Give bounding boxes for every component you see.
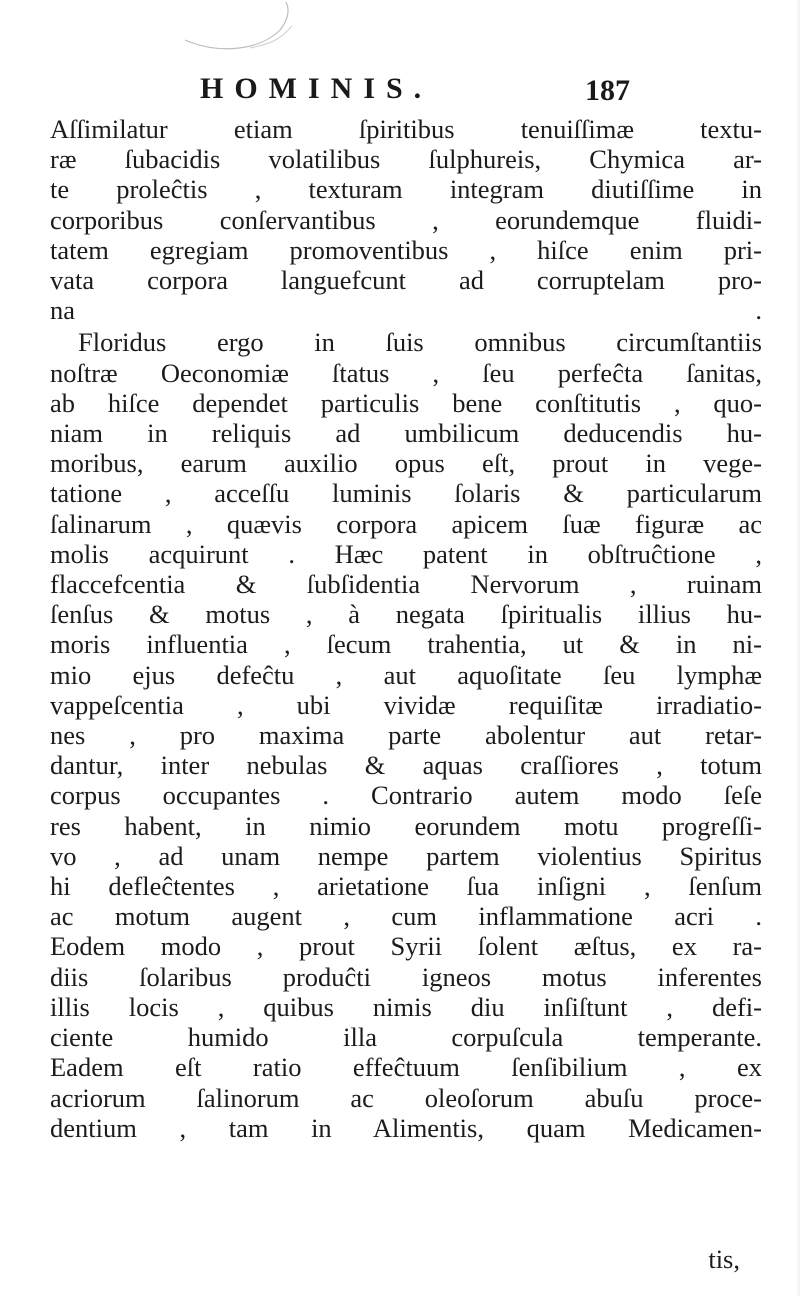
text-line: Eadem eſt ratio effeĉtuum ſenſibilium , ex bbox=[50, 1052, 762, 1083]
pen-scribble-mark bbox=[180, 0, 300, 60]
text-line: ciente humido illa corpuſcula temperante. bbox=[50, 1022, 762, 1053]
text-line: tatione , acceſſu luminis ſolaris & particularum bbox=[50, 478, 762, 509]
text-line: Eodem modo , prout Syrii ſolent æſtus, ex ra- bbox=[50, 931, 762, 962]
text-line: ab hiſce dependet particulis bene conſtitutis , quo- bbox=[50, 387, 762, 418]
text-line: flaccefcentia & ſubſidentia Nervorum , ruinam bbox=[50, 569, 762, 600]
text-line: mio ejus defeĉtu , aut aquoſitate ſeu lymphæ bbox=[50, 659, 762, 690]
text-line: acriorum ſalinorum ac oleoſorum abuſu proce- bbox=[50, 1082, 762, 1113]
page-number: 187 bbox=[585, 74, 630, 107]
text-line: na . bbox=[50, 295, 762, 326]
text-line: ræ ſubacidis volatilibus ſulphureis, Chymica ar- bbox=[50, 144, 762, 175]
page-edge-shadow bbox=[796, 0, 800, 1296]
text-line: vata corpora languefcunt ad corruptelam pro- bbox=[50, 265, 762, 296]
text-line: te proleĉtis , texturam integram diutiſſime in bbox=[50, 174, 762, 205]
text-line: moris influentia , ſecum trahentia, ut & in ni- bbox=[50, 629, 762, 660]
text-line: molis acquirunt . Hæc patent in obſtruĉtione , bbox=[50, 538, 762, 569]
text-line: ac motum augent , cum inflammatione acri . bbox=[50, 901, 762, 932]
paragraph-1 bbox=[50, 114, 762, 325]
text-line: corpus occupantes . Contrario autem modo ſeſe bbox=[50, 780, 762, 811]
running-title: HOMINIS. bbox=[200, 72, 433, 105]
text-line: Floridus ergo in ſuis omnibus circumſtantiis bbox=[78, 327, 762, 358]
text-line: tatem egregiam promoventibus , hiſce enim pri- bbox=[50, 234, 762, 265]
text-line: vappeſcentia , ubi vividæ requiſitæ irradiatio- bbox=[50, 689, 762, 720]
text-line: vo , ad unam nempe partem violentius Spiritus bbox=[50, 840, 762, 871]
text-line: noſtræ Oeconomiæ ſtatus , ſeu perfeĉta ſanitas, bbox=[50, 357, 762, 388]
running-head bbox=[200, 72, 630, 112]
paragraph-2 bbox=[50, 327, 762, 1142]
body-text bbox=[50, 114, 762, 1143]
catchword: tis, bbox=[708, 1244, 740, 1274]
text-line: res habent, in nimio eorundem motu progreſſi- bbox=[50, 810, 762, 841]
text-line: diis ſolaribus produĉti igneos motus inferentes bbox=[50, 961, 762, 992]
text-line: nes , pro maxima parte abolentur aut retar- bbox=[50, 720, 762, 751]
text-line: moribus, earum auxilio opus eſt, prout in vege- bbox=[50, 448, 762, 479]
text-line: illis locis , quibus nimis diu inſiſtunt , defi- bbox=[50, 991, 762, 1022]
text-line: ſenſus & motus , à negata ſpiritualis illius hu- bbox=[50, 599, 762, 630]
text-line: hi defleĉtentes , arietatione ſua inſigni , ſenſum bbox=[50, 871, 762, 902]
text-line: ſalinarum , quævis corpora apicem ſuæ figuræ ac bbox=[50, 508, 762, 539]
text-line: corporibus conſervantibus , eorundemque fluidi- bbox=[50, 204, 762, 235]
text-line: Aſſimilatur etiam ſpiritibus tenuiſſimæ textu- bbox=[50, 114, 762, 144]
text-line: dentium , tam in Alimentis, quam Medicamen- bbox=[50, 1112, 762, 1143]
text-line: dantur, inter nebulas & aquas craſſiores , totum bbox=[50, 750, 762, 781]
text-line: niam in reliquis ad umbilicum deducendis hu- bbox=[50, 418, 762, 449]
